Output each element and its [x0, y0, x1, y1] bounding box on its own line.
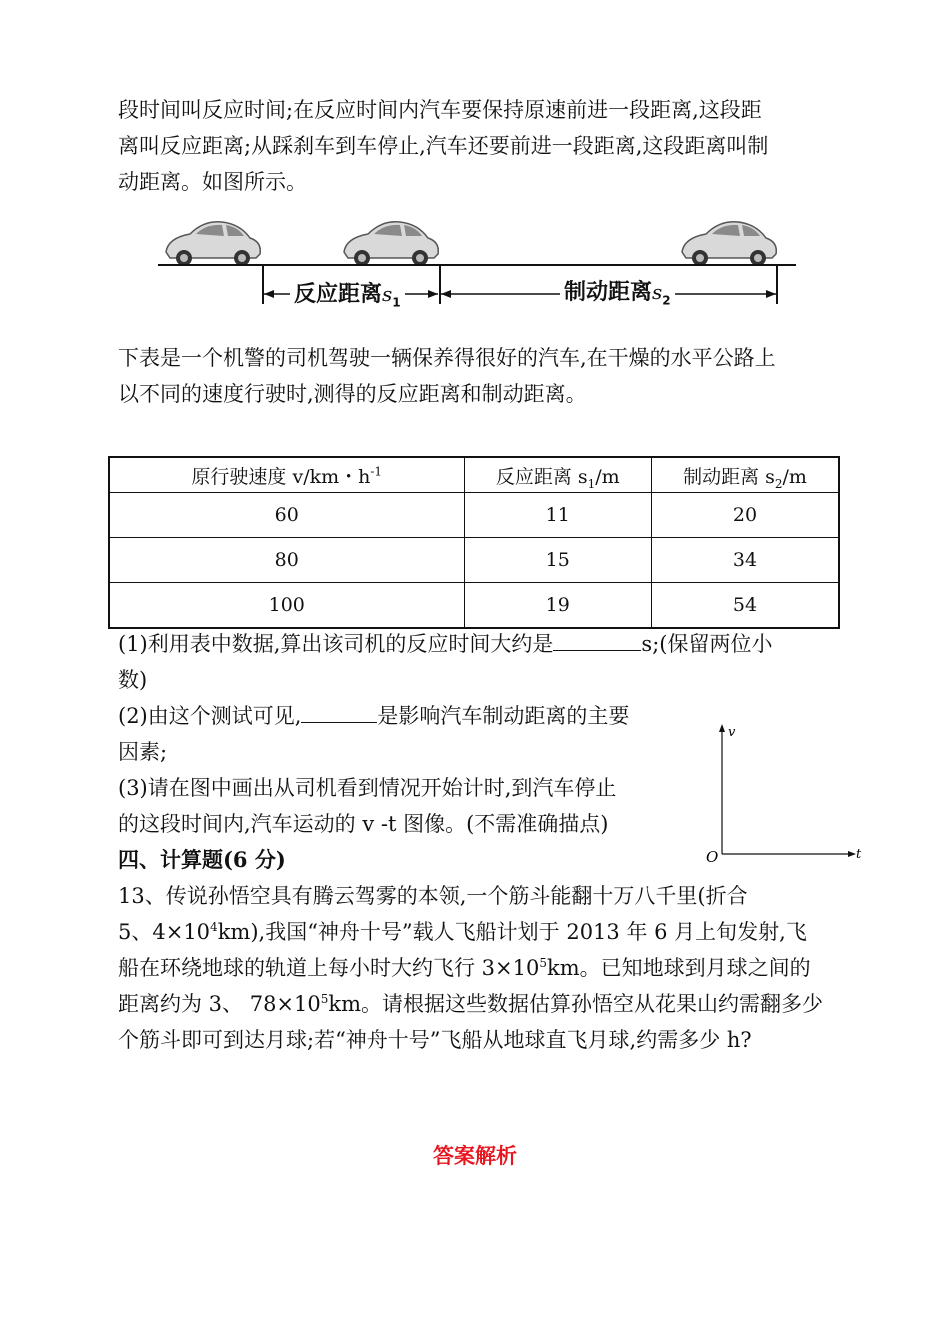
problem-line: 13、传说孙悟空具有腾云驾雾的本领,一个筋斗能翻十万八千里(折合	[118, 884, 748, 908]
question-1: (1)利用表中数据,算出该司机的反应时间大约是 s;(保留两位小	[118, 632, 773, 656]
table-cell: 80	[109, 538, 464, 583]
data-table	[108, 456, 840, 629]
table-intro-line: 下表是一个机警的司机驾驶一辆保养得很好的汽车,在干燥的水平公路上	[118, 346, 776, 370]
answer-blank-1[interactable]	[553, 630, 641, 651]
table-cell: 100	[109, 583, 464, 629]
intro-line: 段时间叫反应时间;在反应时间内汽车要保持原速前进一段距离,这段距	[118, 98, 762, 122]
problem-line: 5、$4\times 10^4km$),我国“神舟十号”载人飞船计划于 2013 年 6 月上旬发射,飞	[118, 920, 807, 944]
reaction-distance-label: 反应距离$s_1$	[290, 281, 405, 308]
answer-blank-2[interactable]	[301, 702, 377, 723]
header-speed: 原行驶速度 v/km・$h^{-1}$	[109, 457, 464, 493]
table-intro	[118, 340, 840, 412]
question-1-cont: 数)	[118, 668, 148, 692]
problem-line: 个筋斗即可到达月球;若“神舟十号”飞船从地球直飞月球,约需多少 h?	[118, 1028, 752, 1052]
braking-distance-label: 制动距离$s_2$	[560, 279, 675, 306]
question-3: (3)请在图中画出从司机看到情况开始计时,到汽车停止	[118, 776, 617, 800]
table-row	[109, 538, 839, 583]
question-2-cont: 因素;	[118, 740, 168, 764]
table-header-row	[109, 457, 839, 493]
question-3-cont: 的这段时间内,汽车运动的 v -t 图像。(不需准确描点)	[118, 812, 609, 836]
table-cell: 60	[109, 493, 464, 538]
x-axis-label: t	[856, 847, 862, 862]
intro-paragraph	[118, 92, 840, 200]
table-cell: 11	[464, 493, 651, 538]
header-braking: 制动距离 $s_2/m$	[651, 457, 839, 493]
intro-line: 动距离。如图所示。	[118, 170, 307, 194]
table-cell: 54	[651, 583, 839, 629]
table-row	[109, 583, 839, 629]
table-cell: 15	[464, 538, 651, 583]
section-heading: 四、计算题(6 分)	[118, 847, 286, 872]
y-axis-label: v	[728, 725, 736, 740]
car-icon	[676, 216, 780, 268]
table-cell: 34	[651, 538, 839, 583]
table-row	[109, 493, 839, 538]
car-icon	[338, 216, 442, 268]
car-icon	[160, 216, 264, 268]
road-line	[158, 264, 796, 266]
question-2: (2)由这个测试可见, 是影响汽车制动距离的主要	[118, 704, 630, 728]
table-intro-line: 以不同的速度行驶时,测得的反应距离和制动距离。	[118, 382, 587, 406]
problem-line: 船在环绕地球的轨道上每小时大约飞行 $3\times 10^5km$。已知地球到月球之间的	[118, 956, 811, 980]
answer-title: 答案解析	[433, 1144, 517, 1168]
origin-label: O	[706, 848, 719, 866]
intro-line: 离叫反应距离;从踩刹车到车停止,汽车还要前进一段距离,这段距离叫制	[118, 134, 769, 158]
table-cell: 19	[464, 583, 651, 629]
table-cell: 20	[651, 493, 839, 538]
problem-line: 距离约为 3、 $78\times 10^5km$。请根据这些数据估算孙悟空从花果山约需翻多少	[118, 992, 824, 1016]
header-reaction: 反应距离 $s_1/m$	[464, 457, 651, 493]
vt-graph[interactable]	[700, 722, 870, 866]
